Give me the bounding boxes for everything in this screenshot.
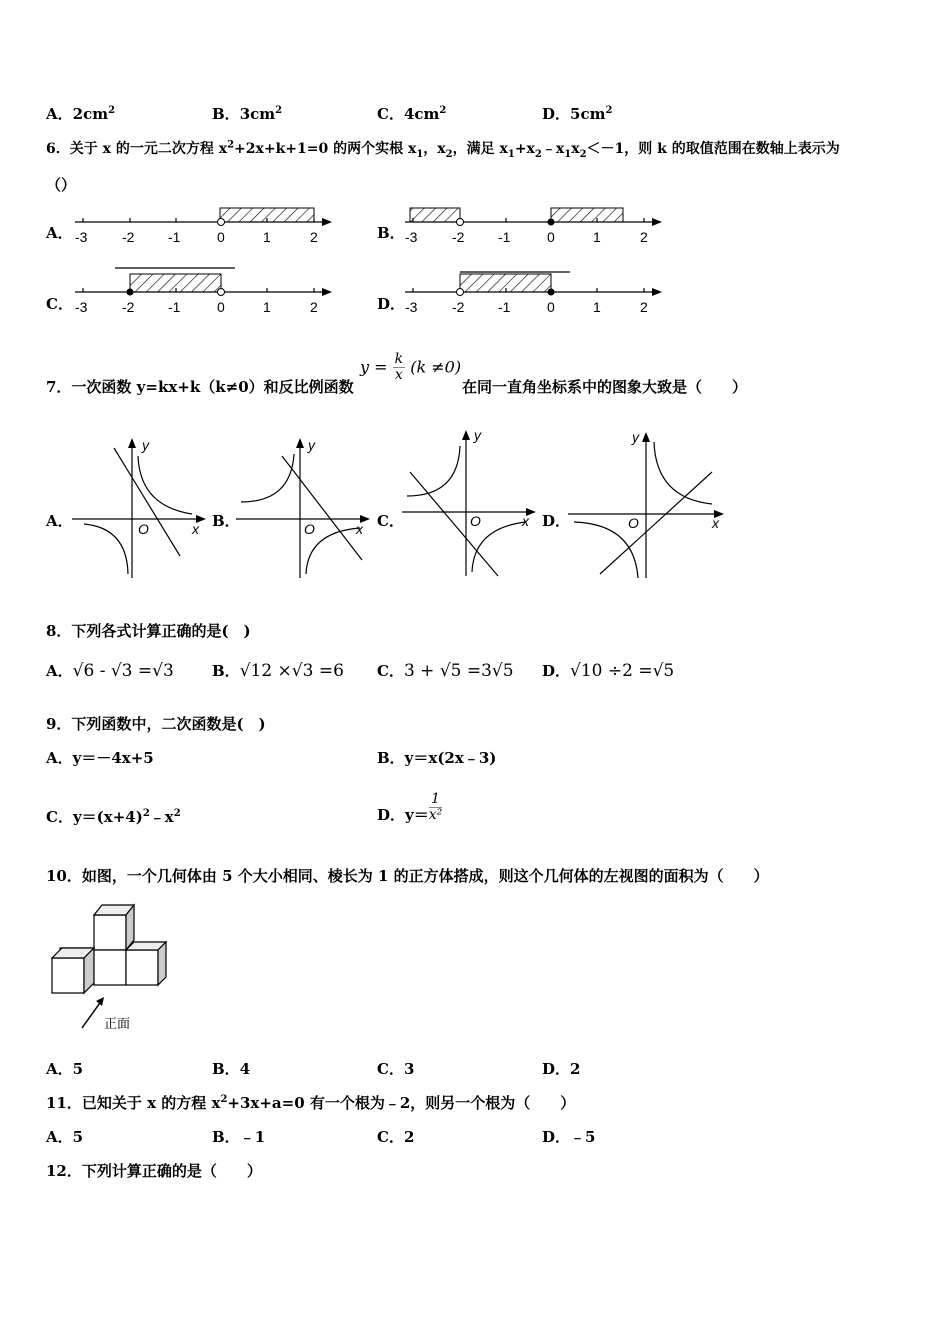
q9-option-a[interactable]: A．y＝－4x+5 (46, 749, 154, 767)
option-label: A． (46, 1128, 73, 1146)
option-expr: √6 - √3 =√3 (72, 661, 174, 681)
tick-label: -2 (122, 229, 135, 245)
q11-option-a[interactable] (46, 1126, 83, 1147)
text: x (571, 141, 580, 157)
option-value: 5 (72, 1060, 84, 1078)
numerator: 1 (431, 790, 440, 807)
option-value: 2 (403, 1128, 415, 1146)
axis-x-label: x (712, 515, 719, 531)
q6-label-c[interactable]: C． (46, 295, 73, 313)
text: ，满足 x (452, 141, 508, 157)
subscript: 2 (445, 148, 453, 160)
option-label: C． (377, 1060, 404, 1078)
exponent: 2 (220, 1094, 228, 1105)
option-expr: 3 + √5 =3√5 (403, 661, 514, 681)
option-value: 3cm (239, 105, 276, 123)
option-value: 3 (403, 1060, 415, 1078)
q6-label-d[interactable]: D． (377, 295, 406, 313)
option-label: A． (46, 105, 73, 123)
option-value: 2 (570, 1060, 581, 1078)
denominator: x (394, 367, 403, 384)
tick-label: -1 (168, 299, 181, 315)
tick-label: -1 (498, 229, 511, 245)
tick-label: 1 (593, 229, 601, 245)
tick-label: 0 (547, 229, 555, 245)
option-label: C． (377, 1128, 404, 1146)
tick-label: 1 (263, 299, 271, 315)
tick-label: -3 (75, 299, 88, 315)
q5-option-d[interactable] (542, 103, 612, 124)
tick-label: 1 (593, 299, 601, 315)
q10-title: 10．如图，一个几何体由 5 个大小相同、棱长为 1 的正方体搭成，则这个几何体的左视图的面积为（ ） (46, 867, 769, 885)
q6-number-line-c (70, 266, 350, 316)
axis-y-label: y (142, 437, 149, 453)
option-value: ﹣1 (239, 1128, 266, 1146)
q10-option-a[interactable] (46, 1058, 83, 1079)
q7-label-b[interactable]: B． (212, 512, 240, 530)
q6-number-line-a (70, 198, 350, 248)
q10-cube-figure (44, 900, 180, 1036)
option-label: D． (542, 1128, 571, 1146)
q11-option-b[interactable] (212, 1126, 265, 1147)
exponent: 2 (439, 105, 447, 116)
q7-graph-b (236, 436, 376, 586)
option-value: 2cm (72, 105, 109, 123)
q7-stem-tail: 在同一直角坐标系中的图象大致是（ ） (462, 378, 748, 396)
text: +x (514, 141, 535, 157)
q8-option-a[interactable] (46, 660, 174, 681)
text: ＜－1，则 k 的取值范围在数轴上表示为 (586, 141, 840, 157)
option-value: 4 (239, 1060, 251, 1078)
subscript: 2 (579, 148, 587, 160)
tick-label: 2 (310, 229, 318, 245)
q9-option-c[interactable] (46, 806, 181, 827)
text: 11．已知关于 x 的方程 x (46, 1094, 221, 1112)
front-label: 正面 (104, 1017, 131, 1032)
option-label: D． (542, 662, 571, 680)
q11-option-d[interactable] (542, 1126, 595, 1147)
tick-label: -1 (498, 299, 511, 315)
q5-option-c[interactable] (377, 103, 446, 124)
q7-stem (46, 376, 354, 397)
q8-title: 8．下列各式计算正确的是( ) (46, 622, 251, 640)
tick-label: -3 (75, 229, 88, 245)
origin-label: O (470, 513, 481, 529)
axis-y-label: y (308, 437, 315, 453)
tick-label: 0 (217, 229, 225, 245)
exponent: 2 (142, 808, 150, 819)
tick-label: 2 (640, 299, 648, 315)
q7-formula (360, 352, 461, 384)
q7-label-c[interactable]: C． (377, 512, 404, 530)
q11-title (46, 1092, 575, 1113)
origin-label: O (138, 521, 149, 537)
text: ﹣x (149, 808, 174, 826)
text: D．y＝ (377, 806, 429, 824)
tick-label: 0 (547, 299, 555, 315)
q6-stem (46, 138, 840, 158)
option-label: D． (542, 105, 571, 123)
fraction (393, 352, 405, 384)
q8-option-b[interactable] (212, 660, 344, 681)
q10-option-d[interactable] (542, 1058, 580, 1079)
option-label: B． (212, 1128, 240, 1146)
tick-label: -1 (168, 229, 181, 245)
exponent: 2 (605, 105, 613, 116)
option-label: B． (212, 1060, 240, 1078)
q10-option-c[interactable] (377, 1058, 414, 1079)
option-value: 4cm (403, 105, 440, 123)
q7-label-a[interactable]: A． (46, 512, 73, 530)
subscript: 2 (534, 148, 542, 160)
tick-label: -3 (405, 299, 418, 315)
q9-title: 9．下列函数中，二次函数是( ) (46, 715, 266, 733)
q6-number-line-d (400, 266, 680, 316)
q11-option-c[interactable] (377, 1126, 414, 1147)
option-expr: √10 ÷2 =√5 (570, 661, 675, 681)
text: +2x+k+1=0 的两个实根 x (234, 141, 417, 157)
option-expr: √12 ×√3 =6 (239, 661, 344, 681)
axis-y-label: y (474, 427, 481, 443)
tick-label: -2 (452, 229, 465, 245)
option-label: C． (377, 662, 404, 680)
q6-label-a[interactable]: A． (46, 224, 73, 242)
q9-option-d[interactable] (377, 790, 442, 825)
option-value: ﹣5 (570, 1128, 596, 1146)
subscript: 1 (416, 148, 424, 160)
q12-title: 12．下列计算正确的是（ ） (46, 1162, 262, 1180)
text: 6．关于 x 的一元二次方程 x (46, 141, 228, 157)
q6-answer-paren: （） (46, 176, 77, 194)
text: ，x (423, 141, 446, 157)
tick-label: 1 (263, 229, 271, 245)
text: 7．一次函数 y=kx+k（k≠0）和反比例函数 (46, 378, 354, 396)
q8-option-d[interactable] (542, 660, 674, 681)
q7-graph-c (402, 426, 542, 586)
text: C．y＝(x+4) (46, 808, 143, 826)
fraction (429, 792, 443, 824)
tick-label: -2 (122, 299, 135, 315)
origin-label: O (304, 521, 315, 537)
origin-label: O (628, 515, 639, 531)
option-label: C． (377, 105, 404, 123)
option-value: 5cm (570, 105, 606, 123)
q7-graph-d (568, 428, 728, 588)
q7-graph-a (72, 436, 212, 586)
numerator: k (394, 351, 404, 367)
subscript: 1 (507, 148, 515, 160)
text: ﹣x (541, 141, 565, 157)
tick-label: 0 (217, 299, 225, 315)
option-label: B． (212, 662, 240, 680)
denominator: x² (428, 807, 443, 823)
axis-y-label: y (632, 429, 639, 445)
option-label: D． (542, 1060, 571, 1078)
q6-number-line-b (400, 198, 680, 248)
exponent: 2 (108, 105, 116, 116)
condition: (k ≠0) (410, 357, 462, 377)
q10-option-b[interactable] (212, 1058, 250, 1079)
option-value: 5 (72, 1128, 84, 1146)
option-label: B． (212, 105, 240, 123)
tick-label: 2 (640, 229, 648, 245)
text: +3x+a=0 有一个根为﹣2，则另一个根为（ ） (227, 1094, 576, 1112)
tick-label: -3 (405, 229, 418, 245)
exponent: 2 (173, 808, 181, 819)
q8-option-c[interactable] (377, 660, 514, 681)
exponent: 2 (275, 105, 283, 116)
q9-option-b[interactable]: B．y＝x(2x﹣3) (377, 749, 497, 767)
axis-x-label: x (192, 521, 199, 537)
tick-label: 2 (310, 299, 318, 315)
q5-option-b[interactable] (212, 103, 282, 124)
axis-x-label: x (356, 521, 363, 537)
exponent: 2 (227, 139, 235, 151)
q6-label-b[interactable]: B． (377, 224, 405, 242)
subscript: 1 (564, 148, 572, 160)
q5-option-a[interactable] (46, 103, 115, 124)
formula-y: y = (360, 357, 388, 377)
option-label: A． (46, 662, 73, 680)
axis-x-label: x (522, 513, 529, 529)
tick-label: -2 (452, 299, 465, 315)
option-label: A． (46, 1060, 73, 1078)
q7-label-d[interactable]: D． (542, 512, 571, 530)
